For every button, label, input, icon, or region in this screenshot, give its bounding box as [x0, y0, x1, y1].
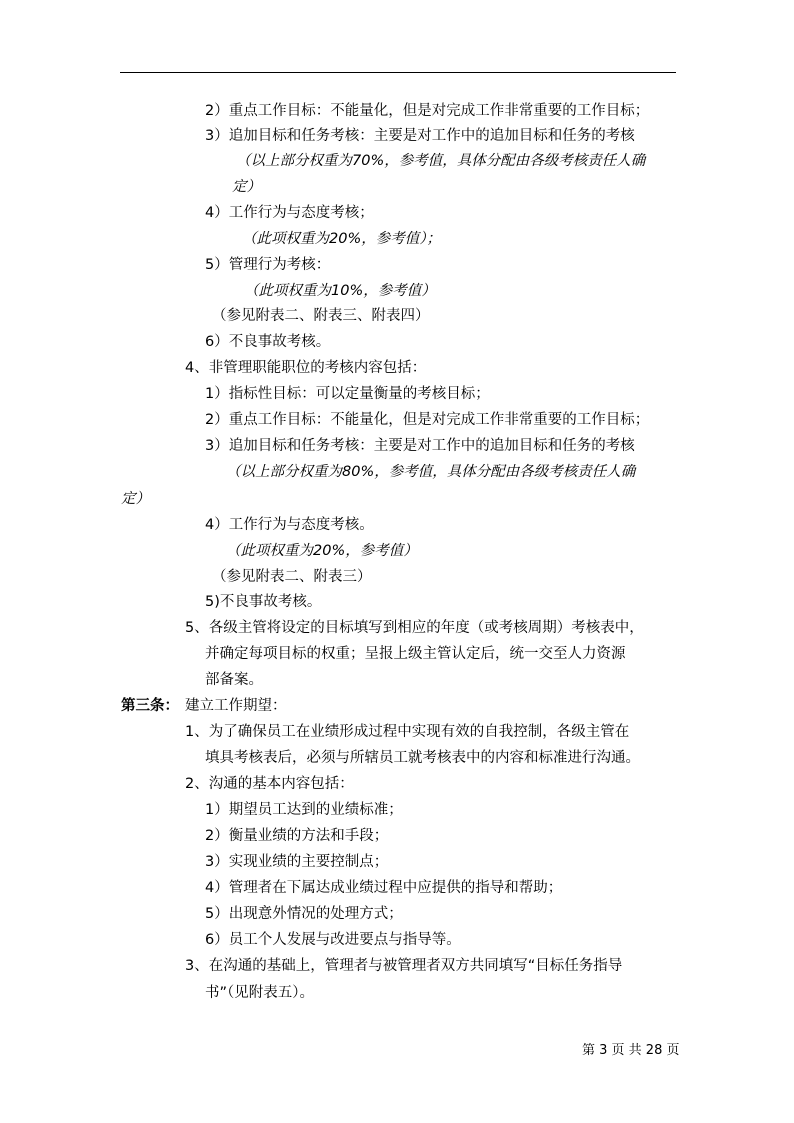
- page-number: 第 3 页 共 28 页: [582, 1043, 680, 1058]
- text-line: 并确定每项目标的权重；呈报上级主管认定后，统一交至人力资源: [205, 646, 626, 662]
- header-rule: [120, 72, 676, 73]
- text-line: 6）员工个人发展与改进要点与指导等。: [205, 932, 461, 948]
- text-line: （此项权重为20%，参考值）；: [242, 231, 441, 247]
- text-line: 3）实现业绩的主要控制点；: [205, 854, 389, 870]
- text-line: 4）工作行为与态度考核。: [205, 517, 374, 533]
- text-line: （此项权重为10%，参考值）: [244, 283, 436, 299]
- text-line: 2）重点工作目标：不能量化，但是对完成工作非常重要的工作目标；: [205, 412, 650, 428]
- article-heading: 第三条：: [121, 698, 179, 714]
- text-line: 2）衡量业绩的方法和手段；: [205, 828, 389, 844]
- text-line: 部备案。: [205, 672, 263, 688]
- text-line: 定）: [121, 491, 150, 507]
- text-line: 建立工作期望：: [185, 698, 287, 714]
- text-line: 4、非管理职能职位的考核内容包括：: [185, 360, 427, 376]
- text-line: 6）不良事故考核。: [205, 334, 331, 350]
- text-line: 1）期望员工达到的业绩标准；: [205, 802, 403, 818]
- text-line: 5、各级主管将设定的目标填写到相应的年度（或考核周期）考核表中，: [185, 620, 644, 636]
- text-line: 5)不良事故考核。: [205, 594, 322, 610]
- text-line: 定）: [232, 179, 261, 195]
- text-line: （以上部分权重为70%，参考值，具体分配由各级考核责任人确: [236, 153, 646, 169]
- text-line: 书”（见附表五）。: [205, 985, 315, 1001]
- text-line: 4）管理者在下属达成业绩过程中应提供的指导和帮助；: [205, 880, 563, 896]
- text-line: 2）重点工作目标：不能量化，但是对完成工作非常重要的工作目标；: [205, 103, 650, 119]
- text-line: 2、沟通的基本内容包括：: [185, 776, 354, 792]
- text-line: 填具考核表后，必须与所辖员工就考核表中的内容和标准进行沟通。: [205, 750, 640, 766]
- text-line: （以上部分权重为80%，参考值，具体分配由各级考核责任人确: [226, 464, 636, 480]
- text-line: 3）追加目标和任务考核：主要是对工作中的追加目标和任务的考核: [205, 438, 635, 454]
- text-line: 3）追加目标和任务考核：主要是对工作中的追加目标和任务的考核: [205, 128, 635, 144]
- text-line: （参见附表二、附表三）: [212, 569, 372, 585]
- text-line: 5）出现意外情况的处理方式；: [205, 906, 403, 922]
- text-line: 3、在沟通的基础上，管理者与被管理者双方共同填写“目标任务指导: [185, 958, 623, 974]
- text-line: 1、为了确保员工在业绩形成过程中实现有效的自我控制，各级主管在: [185, 724, 630, 740]
- text-line: 1）指标性目标：可以定量衡量的考核目标；: [205, 386, 490, 402]
- text-line: 5）管理行为考核：: [205, 257, 331, 273]
- text-line: 4）工作行为与态度考核；: [205, 205, 374, 221]
- text-line: （此项权重为20%，参考值）: [226, 543, 418, 559]
- text-line: （参见附表二、附表三、附表四）: [212, 308, 430, 324]
